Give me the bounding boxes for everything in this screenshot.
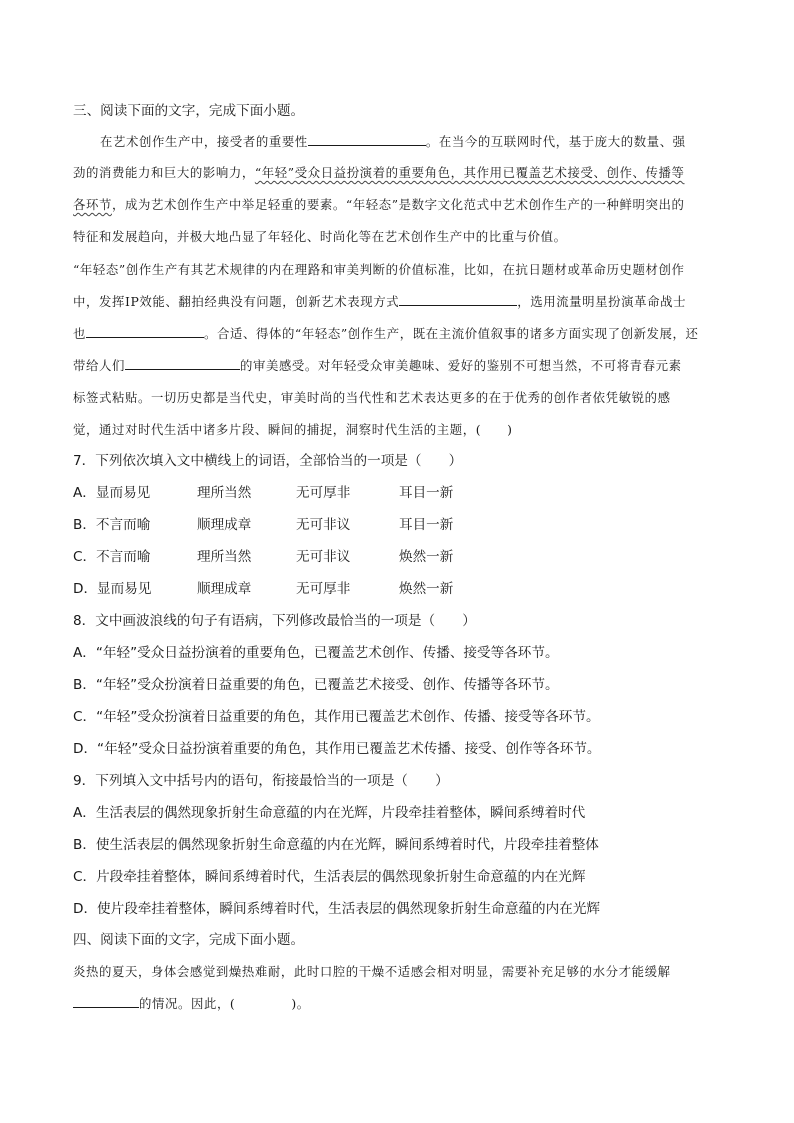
passage-line: 炎热的夏天，身体会感觉到燥热难耐，此时口腔的干燥不适感会相对明显，需要补充足够的水分才能缓解: [73, 964, 671, 979]
fill-blank-4: [125, 356, 240, 370]
question-9-option-b[interactable]: B．使生活表层的偶然现象折射生命意蕴的内在光辉，瞬间系缚着时代，片段牵挂着整体: [73, 837, 599, 853]
option-word: 无可厚非: [296, 485, 351, 501]
passage-line: [73, 292, 686, 312]
option-word: 焕然一新: [399, 581, 454, 597]
wavy-underlined-sentence: “年轻”受众日益扮演着的重要角色，其作用已覆盖艺术接受、创作、传播等: [254, 165, 685, 180]
option-word: 顺理成章: [197, 517, 252, 533]
question-9-option-d[interactable]: D．使片段牵挂着整体，瞬间系缚着时代，生活表层的偶然现象折射生命意蕴的内在光辉: [73, 901, 601, 917]
passage-text: 在艺术创作生产中，接受者的重要性: [100, 134, 308, 149]
section-4-title: 四、阅读下面的文字，完成下面小题。: [73, 932, 305, 948]
passage-text: 带给人们: [73, 358, 125, 373]
option-word: 无可非议: [296, 517, 351, 533]
fill-blank-3: [86, 324, 204, 338]
passage-line: 特征和发展趋向，并极大地凸显了年轻化、时尚化等在艺术创作生产中的比重与价值。: [73, 229, 567, 244]
question-8-option-b[interactable]: B．“年轻”受众扮演着日益重要的角色，已覆盖艺术接受、创作、传播等各环节。: [73, 677, 559, 693]
option-word: 理所当然: [197, 485, 252, 501]
option-word: 顺理成章: [197, 581, 252, 597]
passage-line: 觉，通过对时代生活中诸多片段、瞬间的捕捉，洞察时代生活的主题，( ): [73, 422, 513, 437]
question-8-option-c[interactable]: C．“年轻”受众扮演着日益重要的角色，其作用已覆盖艺术创作、传播、接受等各环节。: [73, 709, 600, 725]
option-label: D．显而易见: [73, 581, 152, 597]
passage-line: [73, 356, 682, 376]
passage-line: [73, 195, 684, 215]
fill-blank-2: [399, 292, 517, 306]
passage-text: 。在当今的互联网时代，基于庞大的数量、强: [425, 134, 686, 149]
option-word: 无可非议: [296, 549, 351, 565]
passage-text: ，成为艺术创作生产中举足轻重的要素。“年轻态”是数字文化范式中艺术创作生产的一种鲜明突出的: [111, 197, 685, 212]
passage-text: 。合适、得体的“年轻态”创作生产，既在主流价值叙事的诸多方面实现了创新发展，还: [204, 326, 699, 341]
question-9-option-a[interactable]: A．生活表层的偶然现象折射生命意蕴的内在光辉，片段牵挂着整体，瞬间系缚着时代: [73, 805, 586, 821]
option-word: 无可厚非: [296, 581, 351, 597]
passage-text: 劲的消费能力和巨大的影响力，: [73, 165, 255, 180]
passage-text: 中，发挥IP效能、翻拍经典没有问题，创新艺术表现方式: [73, 294, 400, 309]
question-8-option-d[interactable]: D．“年轻”受众日益扮演着重要的角色，其作用已覆盖艺术传播、接受、创作等各环节。: [73, 741, 601, 757]
question-9-stem: 9．下列填入文中括号内的语句，衔接最恰当的一项是（ ）: [73, 773, 449, 789]
fill-blank-1: [308, 132, 426, 146]
option-label: C．不言而喻: [73, 549, 151, 565]
passage-text: 的审美感受。对年轻受众审美趣味、爱好的鉴别不可想当然，不可将青春元素: [239, 358, 682, 373]
passage-line: “年轻态”创作生产有其艺术规律的内在理路和审美判断的价值标准，比如，在抗日题材或革命历史题材创作: [73, 262, 685, 277]
question-8-stem: 8．文中画波浪线的句子有语病，下列修改最恰当的一项是（ ）: [73, 613, 476, 629]
passage-text: 的情况。因此，(: [139, 996, 236, 1011]
passage-text: ，选用流量明星扮演革命战士: [517, 294, 687, 309]
passage-line: [73, 163, 684, 183]
question-7-stem: 7．下列依次填入文中横线上的词语，全部恰当的一项是（ ）: [73, 453, 463, 469]
section-3-title: 三、阅读下面的文字，完成下面小题。: [73, 103, 305, 119]
fill-blank-5: [73, 994, 139, 1008]
passage-line: [73, 324, 699, 344]
wavy-underlined-sentence: 各环节: [73, 197, 112, 212]
option-label: A．显而易见: [73, 485, 151, 501]
question-9-option-c[interactable]: C．片段牵挂着整体，瞬间系缚着时代，生活表层的偶然现象折射生命意蕴的内在光辉: [73, 869, 586, 885]
passage-line: 标签式粘贴。一切历史都是当代史，审美时尚的当代性和艺术表达更多的在于优秀的创作者依凭敏锐的感: [73, 390, 671, 405]
passage-text: 也: [73, 326, 86, 341]
option-word: 焕然一新: [399, 549, 454, 565]
passage-text: )。: [291, 996, 310, 1011]
question-8-option-a[interactable]: A．“年轻”受众日益扮演着的重要角色，已覆盖艺术创作、传播、接受等各环节。: [73, 645, 559, 661]
passage-line: [73, 994, 310, 1014]
option-word: 耳目一新: [399, 517, 454, 533]
option-label: B．不言而喻: [73, 517, 151, 533]
passage-line: [100, 132, 686, 152]
option-word: 理所当然: [197, 549, 252, 565]
option-word: 耳目一新: [399, 485, 454, 501]
